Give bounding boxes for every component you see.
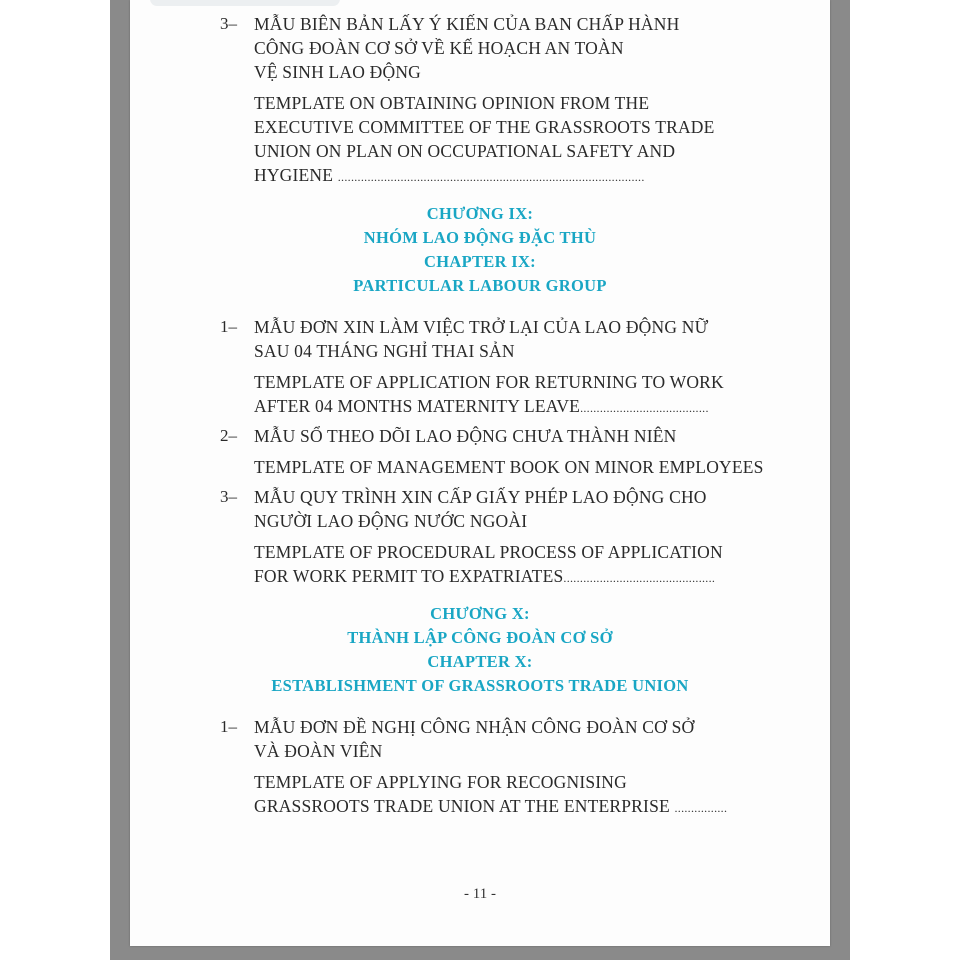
toc-entry[interactable] xyxy=(220,315,780,420)
dot-leader: ............................................................................................. xyxy=(337,170,645,184)
entry-title-en: TEMPLATE ON OBTAINING OPINION FROM THE EXECUTIVE COMMITTEE OF THE GRASSROOTS TRADE UNION ON PLAN ON OCCUPATIONAL SAFETY AND HYGIENE ............................................................................................. xyxy=(254,91,780,189)
page-number: - 11 - xyxy=(464,886,496,902)
entry-number: 2– xyxy=(220,426,237,445)
chapter-label-en: CHAPTER X: xyxy=(427,652,533,671)
chapter-label-en: CHAPTER IX: xyxy=(424,252,536,271)
chapter-title-en: ESTABLISHMENT OF GRASSROOTS TRADE UNION xyxy=(271,676,689,695)
toc-entry[interactable] xyxy=(220,424,780,479)
chapter-heading-x xyxy=(130,602,830,698)
toc-entry[interactable] xyxy=(220,485,780,590)
entry-title-en: TEMPLATE OF APPLICATION FOR RETURNING TO WORK AFTER 04 MONTHS MATERNITY LEAVE....................................... xyxy=(254,370,780,420)
chapter-title-vi: NHÓM LAO ĐỘNG ĐẶC THÙ xyxy=(363,228,597,247)
dot-leader: ................ xyxy=(674,801,728,815)
entry-title-en: TEMPLATE OF APPLYING FOR RECOGNISING GRASSROOTS TRADE UNION AT THE ENTERPRISE ................ xyxy=(254,770,780,820)
entry-number: 1– xyxy=(220,717,237,736)
entry-title-vi: MẪU QUY TRÌNH XIN CẤP GIẤY PHÉP LAO ĐỘNG CHO NGƯỜI LAO ĐỘNG NƯỚC NGOÀI xyxy=(254,487,707,531)
chapter-label-vi: CHƯƠNG X: xyxy=(430,604,530,623)
entry-title-vi: MẪU BIÊN BẢN LẤY Ý KIẾN CỦA BAN CHẤP HÀNH CÔNG ĐOÀN CƠ SỞ VỀ KẾ HOẠCH AN TOÀN VỆ SINH LAO ĐỘNG xyxy=(254,14,680,82)
entry-title-en: TEMPLATE OF MANAGEMENT BOOK ON MINOR EMPLOYEES xyxy=(254,457,764,477)
entry-number: 3– xyxy=(220,487,237,506)
chapter-label-vi: CHƯƠNG IX: xyxy=(426,204,534,223)
top-tab xyxy=(150,0,340,6)
entry-number: 1– xyxy=(220,317,237,336)
chapter-title-vi: THÀNH LẬP CÔNG ĐOÀN CƠ SỞ xyxy=(347,628,613,647)
dot-leader: ....................................... xyxy=(580,401,709,415)
dot-leader: .............................................. xyxy=(563,571,716,585)
toc-entry[interactable] xyxy=(220,12,780,189)
entry-title-vi: MẪU ĐƠN ĐỀ NGHỊ CÔNG NHẬN CÔNG ĐOÀN CƠ SỞ VÀ ĐOÀN VIÊN xyxy=(254,717,695,761)
chapter-heading-ix xyxy=(130,202,830,298)
entry-title-vi: MẪU SỔ THEO DÕI LAO ĐỘNG CHƯA THÀNH NIÊN xyxy=(254,426,677,446)
chapter-title-en: PARTICULAR LABOUR GROUP xyxy=(353,276,607,295)
entry-number: 3– xyxy=(220,14,237,33)
document-page[interactable] xyxy=(130,0,830,946)
entry-title-en: TEMPLATE OF PROCEDURAL PROCESS OF APPLICATION FOR WORK PERMIT TO EXPATRIATES.............................................. xyxy=(254,540,780,590)
entry-title-vi: MẪU ĐƠN XIN LÀM VIỆC TRỞ LẠI CỦA LAO ĐỘNG NỮ SAU 04 THÁNG NGHỈ THAI SẢN xyxy=(254,317,709,361)
toc-entry[interactable] xyxy=(220,715,780,820)
